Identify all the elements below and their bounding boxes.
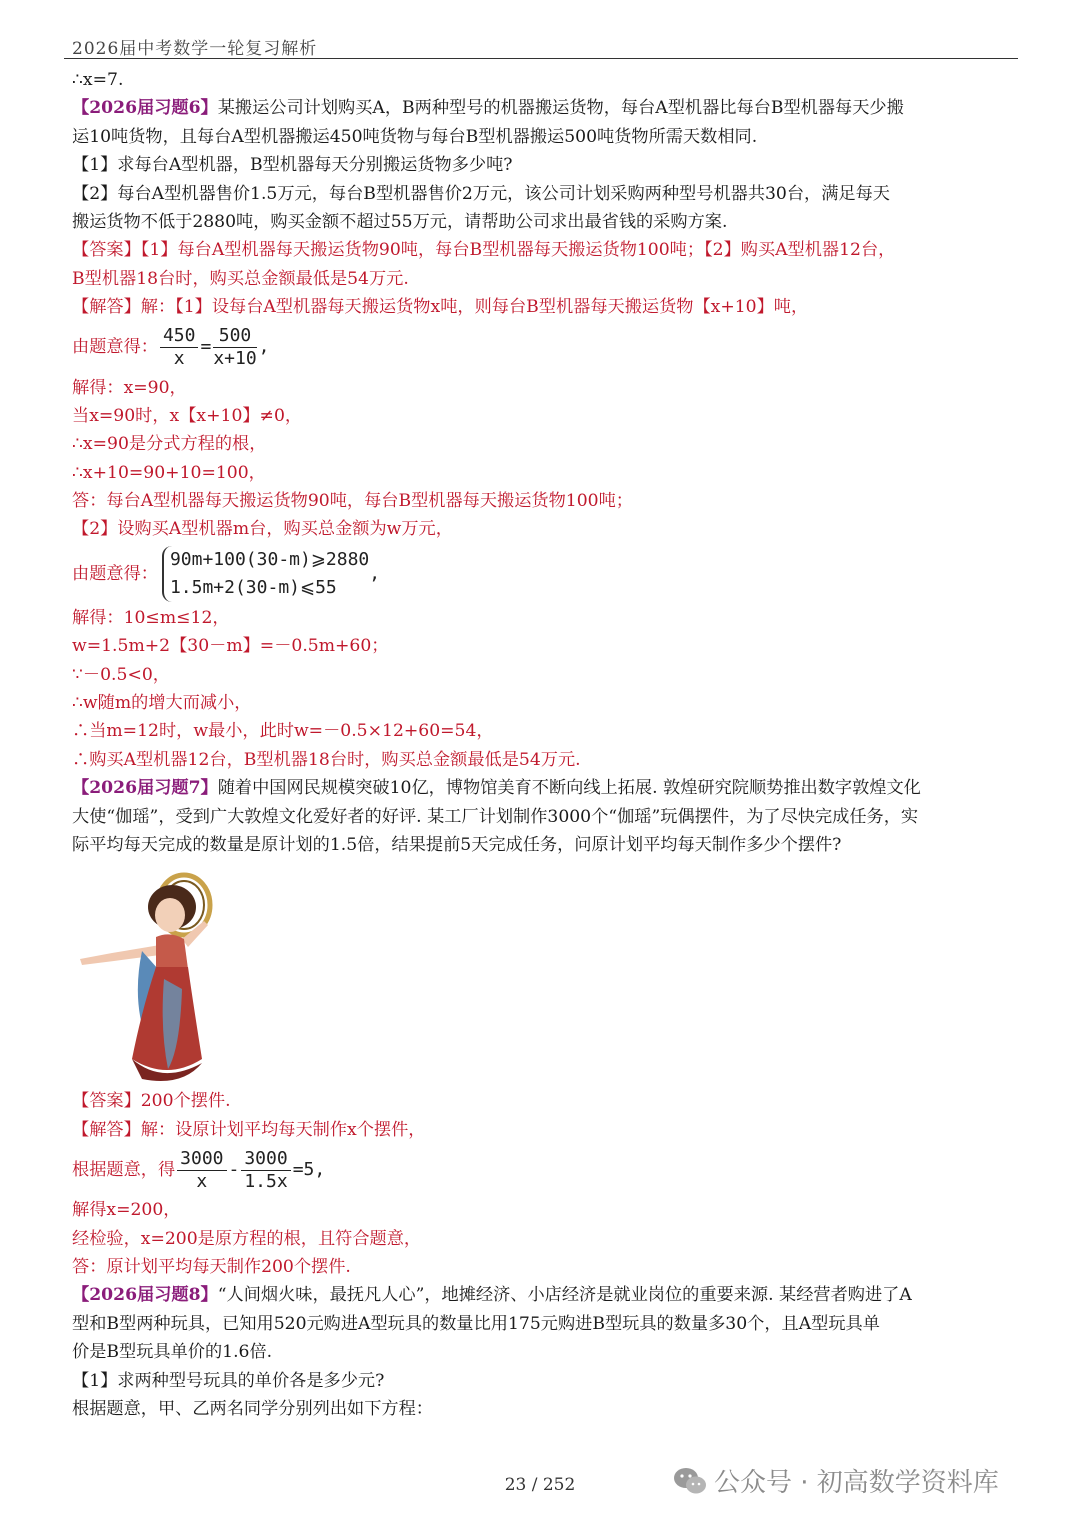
problem-7-solution-intro: 【解答】解：设原计划平均每天制作x个摆件， [72, 1119, 426, 1140]
fraction-numerator: 3000 [241, 1148, 290, 1171]
minus-sign: - [228, 1158, 240, 1180]
problem-8-question-1: 【1】求两种型号玩具的单价各是多少元? [72, 1370, 385, 1391]
problem-6-question-2b: 搬运货物不低于2880吨，购买金额不超过55万元，请帮助公司求出最省钱的采购方案. [72, 211, 728, 232]
problem-8-stem-text: “人间烟火味，最抚凡人心”，地摊经济、小店经济是就业岗位的重要来源. 某经营者购进了A [217, 1285, 912, 1306]
problem-6-solution-intro: 【解答】解：【1】设每台A型机器每天搬运货物x吨，则每台B型机器每天搬运货物【x+10】吨， [72, 297, 809, 318]
watermark [672, 1462, 999, 1499]
equation-tail: =5, [292, 1158, 326, 1180]
solution-line: ∴x=90是分式方程的根， [72, 434, 267, 455]
system-brace [162, 546, 369, 602]
problem-6-answer-line1: 【答案】【1】每台A型机器每天搬运货物90吨，每台B型机器每天搬运货物100吨；【2】购买A型机器12台， [72, 240, 896, 261]
equals-sign: = [200, 336, 212, 358]
problem-6-question-2a: 【2】每台A型机器售价1.5万元，每台B型机器售价2万元，该公司计划采购两种型号机器共30台，满足每天 [72, 183, 890, 204]
fraction-denominator: x [173, 348, 185, 370]
problem-8-tag: 【2026届习题8】 [72, 1285, 218, 1306]
problem-7-stem-line3: 际平均每天完成的数量是原计划的1.5倍，结果提前5天完成任务，问原计划平均每天制作多少个摆件? [72, 834, 842, 855]
problem-8-stem-line1 [72, 1281, 1016, 1309]
problem-8-stem-line3: 价是B型玩具单价的1.6倍. [72, 1342, 273, 1363]
problem-6-stem-line2: 运10吨货物，且每台A型机器搬运450吨货物与每台B型机器搬运500吨货物所需天数相同. [72, 126, 758, 147]
solution-line: ∴当m=12时，w最小，此时w=－0.5×12+60=54， [72, 721, 494, 742]
header-title: 2026届中考数学一轮复习解析 [72, 39, 318, 59]
problem-6-stem-text: 某搬运公司计划购买A，B两种型号的机器搬运货物，每台A型机器比每台B型机器每天少搬 [217, 98, 904, 119]
fraction-numerator: 450 [160, 325, 199, 348]
fraction-3000-over-x [177, 1148, 226, 1193]
problem-7-answer: 【答案】200个摆件. [72, 1091, 231, 1112]
solution-line: ∵－0.5<0， [72, 664, 170, 685]
watermark-text: 公众号 · 初高数学资料库 [714, 1468, 999, 1498]
solution-line: 【2】设购买A型机器m台，购买总金额为w万元， [72, 519, 453, 540]
solution-line: ∴w随m的增大而减小， [72, 693, 252, 714]
solution-line: 经检验，x=200是原方程的根，且符合题意， [72, 1228, 422, 1249]
solution-line: w=1.5m+2【30－m】=－0.5m+60； [72, 636, 389, 657]
page-number: 23 / 252 [504, 1475, 576, 1495]
problem-7-stem-line2: 大使“伽瑶”，受到广大敦煌文化爱好者的好评. 某工厂计划制作3000个“伽瑶”玩偶摆件，为了尽快完成任务，实 [72, 806, 919, 827]
equation-comma: , [258, 336, 270, 358]
solution-line: 解得：10≤m≤12， [72, 607, 230, 628]
solution-line: 当x=90时，x【x+10】≠0， [72, 405, 303, 426]
solution-line: ∴购买A型机器12台，B型机器18台时，购买总金额最低是54万元. [72, 749, 581, 770]
problem-7-stem-line1 [72, 774, 1016, 802]
problem-6-fraction-equation [72, 322, 1016, 374]
dunhuang-doll-illustration [72, 859, 222, 1087]
equation-prefix: 由题意得： [72, 337, 158, 358]
problem-8-stem-line2: 型和B型两种玩具，已知用520元购进A型玩具的数量比用175元购进B型玩具的数量多30个，且A型玩具单 [72, 1313, 880, 1334]
problem-8-intro: 根据题意，甲、乙两名同学分别列出如下方程： [72, 1398, 433, 1419]
fraction-500-over-x-plus-10 [213, 325, 256, 370]
fraction-numerator: 500 [213, 325, 256, 348]
problem-6-answer-line2: B型机器18台时，购买总金额最低是54万元. [72, 268, 409, 289]
solution-line: 答：每台A型机器每天搬运货物90吨，每台B型机器每天搬运货物100吨； [72, 491, 633, 512]
inequality-2: 1.5m+2(30-m)⩽55 [169, 576, 337, 598]
fraction-3000-over-1-5x [241, 1148, 290, 1193]
fraction-450-over-x [160, 325, 199, 370]
solution-line: ∴x+10=90+10=100， [72, 462, 266, 483]
problem-6-tag: 【2026届习题6】 [72, 98, 218, 119]
solution-line: 解得x=200， [72, 1200, 181, 1221]
solution-line: 解得：x=90， [72, 377, 187, 398]
prev-answer-line: ∴x=7. [72, 70, 124, 90]
fraction-denominator: x+10 [213, 348, 257, 370]
problem-7-stem-text: 随着中国网民规模突破10亿，博物馆美育不断向线上拓展. 敦煌研究院顺势推出数字敦煌文化 [217, 778, 921, 799]
fraction-numerator: 3000 [177, 1148, 226, 1171]
problem-7-tag: 【2026届习题7】 [72, 778, 218, 799]
system-prefix: 由题意得： [72, 563, 158, 584]
doll-figure [72, 859, 1016, 1087]
problem-6-stem-line1 [72, 94, 1016, 122]
problem-6-question-1: 【1】求每台A型机器，B型机器每天分别搬运货物多少吨? [72, 155, 513, 176]
fraction-denominator: x [196, 1170, 208, 1192]
equation-prefix: 根据题意，得 [72, 1159, 176, 1180]
solution-line: 答：原计划平均每天制作200个摆件. [72, 1256, 351, 1277]
fraction-denominator: 1.5x [244, 1170, 288, 1192]
wechat-icon [672, 1465, 708, 1497]
problem-7-fraction-equation [72, 1144, 1016, 1196]
page-content [72, 66, 1016, 1423]
inequality-system [72, 544, 1016, 604]
inequality-1: 90m+100(30-m)⩾2880 [169, 548, 370, 570]
system-comma: , [369, 562, 381, 584]
header-rule [64, 58, 1018, 59]
